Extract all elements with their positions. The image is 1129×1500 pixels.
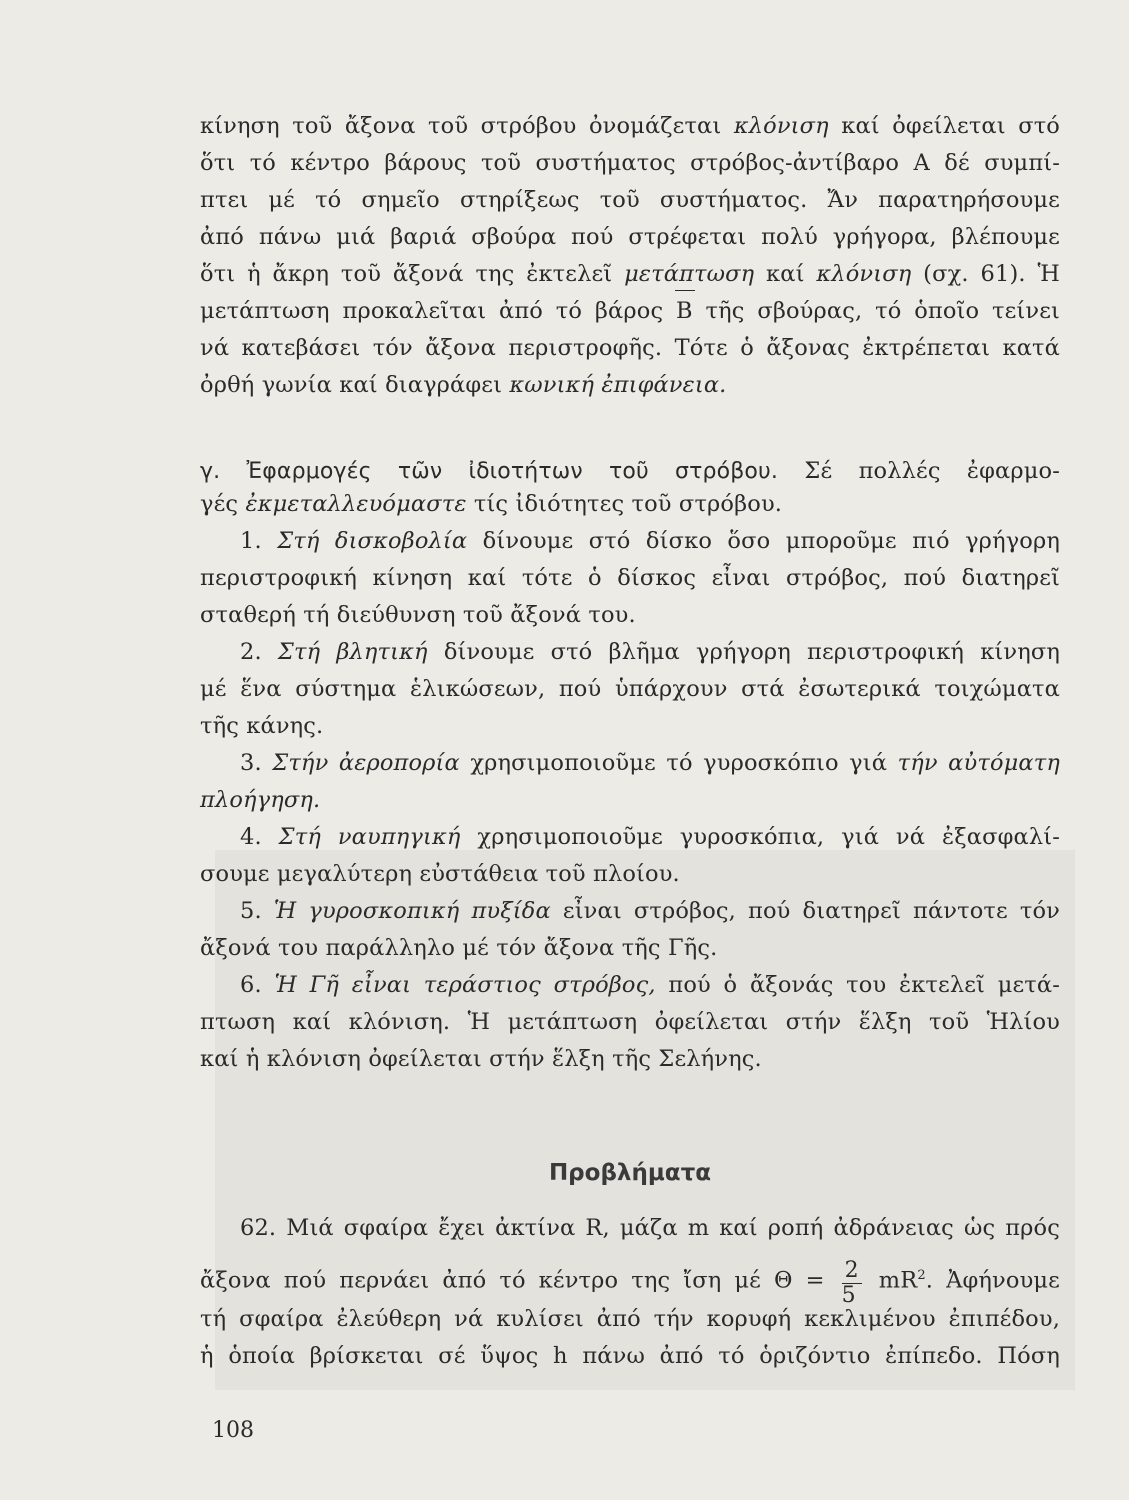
list-item: [200, 634, 1060, 745]
text-line: τή σφαίρα ἐλεύθερη νά κυλίσει ἀπό τήν κορυφή κεκλιμένου ἐπιπέδου,: [200, 1306, 1060, 1332]
list-item: [200, 745, 1060, 819]
text-line: κίνηση τοῦ ἄξονα τοῦ στρόβου ὀνομάζεται κλόνιση καί ὀφείλεται στό: [200, 113, 1061, 139]
applications-list: [200, 523, 1060, 1078]
section-heading-line: γ. Ἐφαρμογές τῶν ἰδιοτήτων τοῦ στρόβου. Σέ πολλές ἐφαρμο-: [200, 458, 1060, 484]
text-line: 5. Ἡ γυροσκοπική πυξίδα εἶναι στρόβος, πού διατηρεῖ πάντοτε τόν: [240, 898, 1061, 924]
paragraph-intro: [200, 108, 1060, 404]
text-line: νά κατεβάσει τόν ἄξονα περιστροφῆς. Τότε ὁ ἄξονας ἐκτρέπεται κατά: [200, 335, 1060, 361]
vector-b-symbol: Β: [676, 293, 693, 330]
text-line: 1. Στή δισκοβολία δίνουμε στό δίσκο ὅσο μποροῦμε πιό γρήγορη: [240, 528, 1060, 554]
text-line: πλοήγηση.: [200, 787, 321, 813]
text-line: ὅτι ἡ ἄκρη τοῦ ἄξονά της ἐκτελεῖ μετάπτωση καί κλόνιση (σχ. 61). Ἡ: [200, 261, 1060, 287]
text-line: 2. Στή βλητική δίνουμε στό βλῆμα γρήγορη περιστροφική κίνηση: [240, 639, 1060, 665]
text-line: σουμε μεγαλύτερη εὐστάθεια τοῦ πλοίου.: [200, 861, 680, 887]
text-line: περιστροφική κίνηση καί τότε ὁ δίσκος εἶναι στρόβος, πού διατηρεῖ: [200, 565, 1060, 591]
text-line: ὅτι τό κέντρο βάρους τοῦ συστήματος στρόβος-ἀντίβαρο Α δέ συμπί-: [200, 150, 1060, 176]
text-line: καί ἡ κλόνιση ὀφείλεται στήν ἕλξη τῆς Σελήνης.: [200, 1046, 762, 1072]
text-line: ἡ ὁποία βρίσκεται σέ ὕψος h πάνω ἀπό τό ὁριζόντιο ἐπίπεδο. Πόση: [200, 1343, 1060, 1369]
text-line: τῆς κάνης.: [200, 713, 324, 739]
list-item: [200, 523, 1060, 634]
text-line: ἀπό πάνω μιά βαριά σβούρα πού στρέφεται πολύ γρήγορα, βλέπουμε: [200, 224, 1060, 250]
text-line: πτωση καί κλόνιση. Ἡ μετάπτωση ὀφείλεται στήν ἕλξη τοῦ Ἡλίου: [200, 1009, 1060, 1035]
text-line: 6. Ἡ Γῆ εἶναι τεράστιος στρόβος, πού ὁ ἄξονάς του ἐκτελεῖ μετά-: [240, 972, 1060, 998]
section-applications: [200, 453, 1060, 523]
text-line: ὀρθή γωνία καί διαγράφει κωνική ἐπιφάνεια.: [200, 372, 727, 398]
list-item: [200, 819, 1060, 893]
list-item: [200, 967, 1060, 1078]
text-line: ἄξονα πού περνάει ἀπό τό κέντρο της ἴση μέ Θ = $\frac{2}{5}$ $mR^2$. Ἀφήνουμε: [200, 1258, 1060, 1308]
problems-title: Προβλήματα: [548, 1160, 712, 1186]
text-line: μετάπτωση προκαλεῖται ἀπό τό βάρος Β τῆς σβούρας, τό ὁποῖο τείνει: [200, 293, 1060, 330]
text-line: 62. Μιά σφαίρα ἔχει ἀκτίνα R, μάζα m καί ροπή ἀδράνειας ὡς πρός: [240, 1215, 1060, 1241]
text-line: μέ ἕνα σύστημα ἑλικώσεων, πού ὑπάρχουν στά ἐσωτερικά τοιχώματα: [200, 676, 1060, 702]
text-line: γές ἐκμεταλλευόμαστε τίς ἰδιότητες τοῦ στρόβου.: [200, 491, 783, 517]
text-line: σταθερή τή διεύθυνση τοῦ ἄξονά του.: [200, 602, 636, 628]
text-line: 4. Στή ναυπηγική χρησιμοποιοῦμε γυροσκόπια, γιά νά ἐξασφαλί-: [240, 824, 1060, 850]
page-number: 108: [212, 1418, 254, 1443]
problem-62: [200, 1210, 1060, 1375]
text-line: πτει μέ τό σημεῖο στηρίξεως τοῦ συστήματος. Ἄν παρατηρήσουμε: [200, 187, 1060, 213]
section-heading: γ. Ἐφαρμογές τῶν ἰδιοτήτων τοῦ στρόβου.: [200, 459, 779, 484]
text-line: 3. Στήν ἀεροπορία χρησιμοποιοῦμε τό γυροσκόπιο γιά τήν αὐτόματη: [240, 750, 1060, 776]
list-item: [200, 893, 1060, 967]
fraction-two-fifths: $\frac{2}{5}$: [842, 1259, 862, 1308]
text-line: ἄξονά του παράλληλο μέ τόν ἄξονα τῆς Γῆς.: [200, 935, 718, 961]
